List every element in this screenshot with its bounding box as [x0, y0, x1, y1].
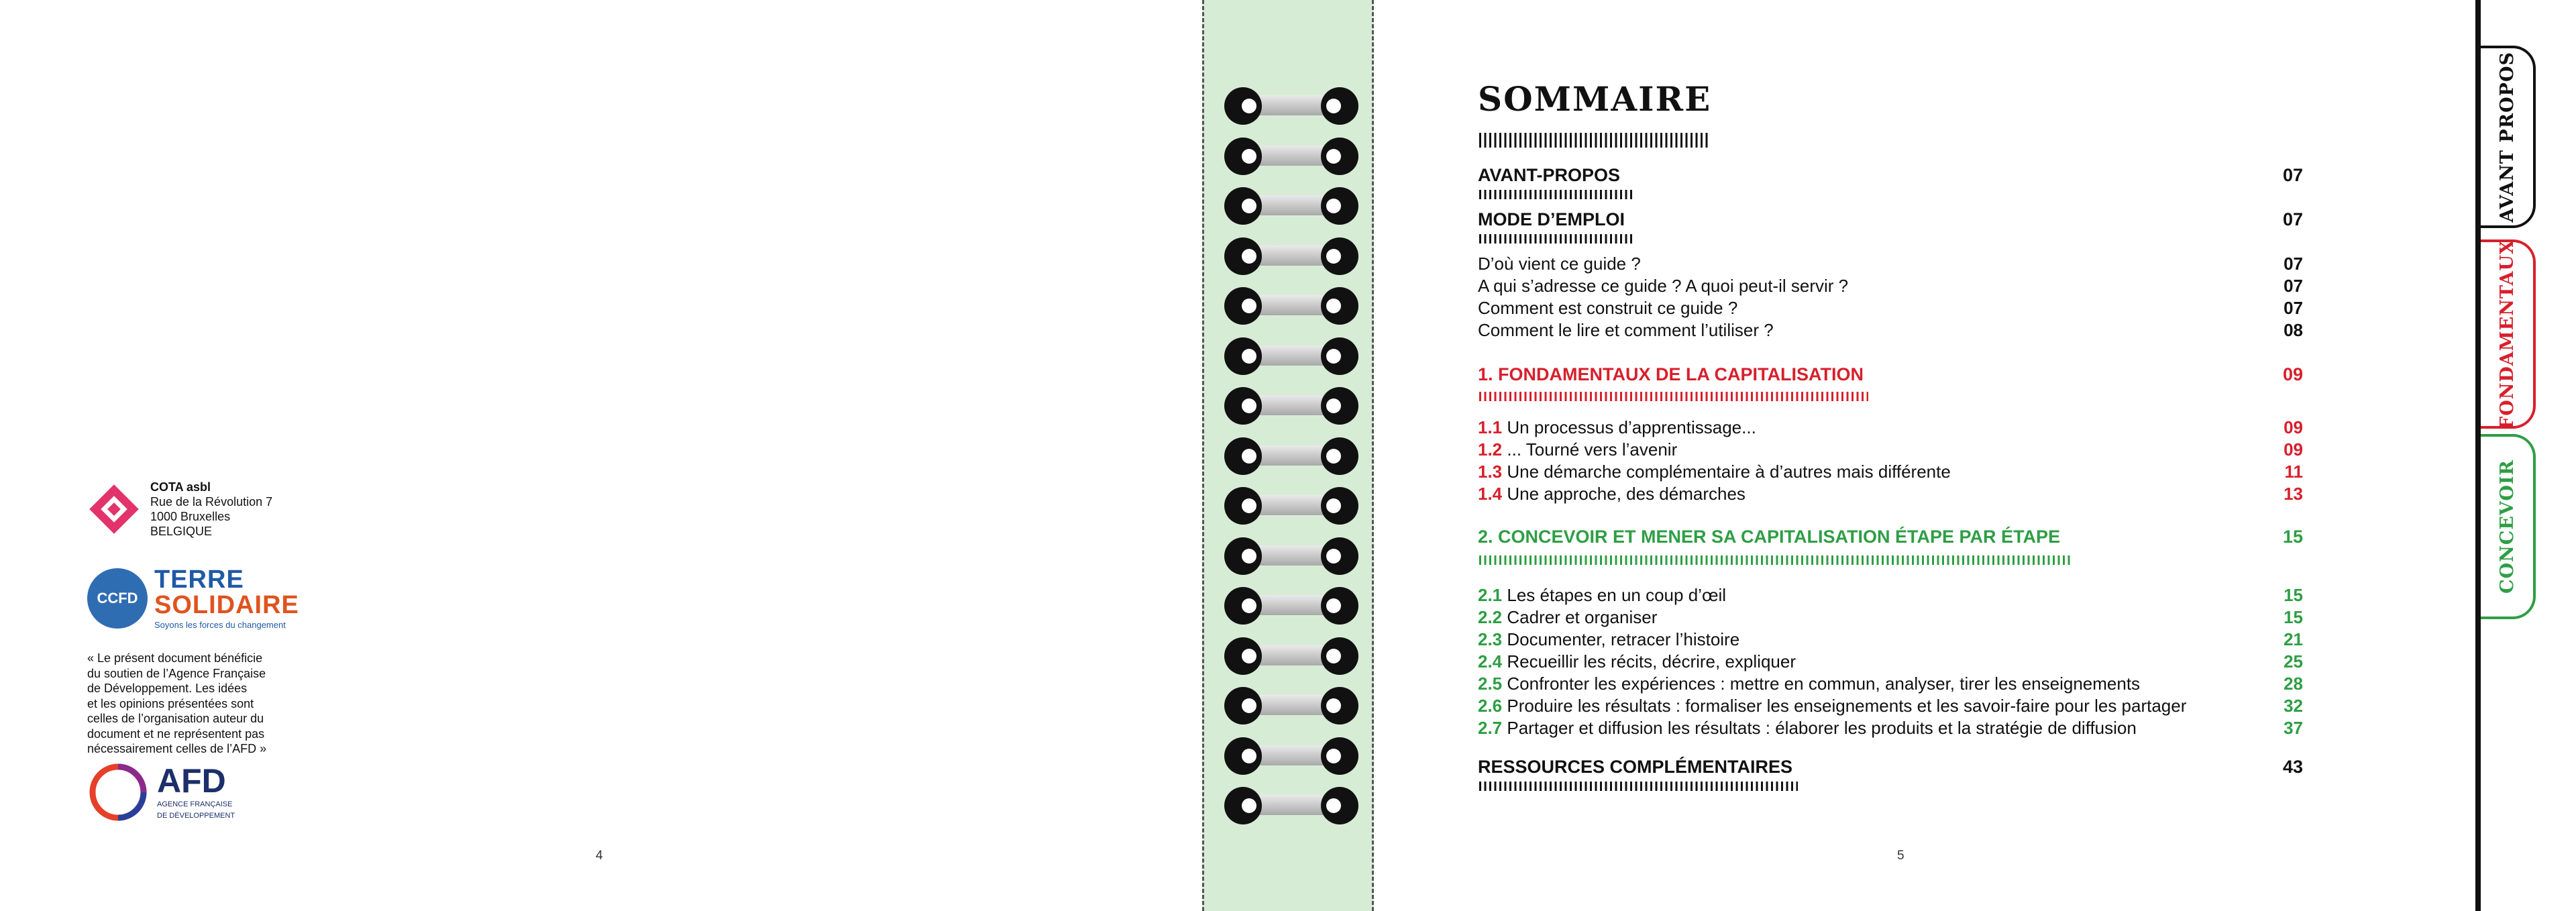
title-rule	[1479, 133, 1711, 148]
cota-country: BELGIQUE	[150, 525, 213, 538]
toc-section-1-item[interactable]: 1.4 Une approche, des démarches 13	[1478, 484, 2303, 504]
binding-ring-icon	[1224, 737, 1358, 775]
toc-section-2-item[interactable]: 2.1 Les étapes en un coup d’œil 15	[1478, 585, 2303, 605]
toc-section-2-item[interactable]: 2.5 Confronter les expériences : mettre en commun, analyser, tirer les enseignements 28	[1478, 674, 2303, 694]
cota-diamond-icon	[87, 482, 141, 536]
afd-name: AFD	[157, 762, 226, 800]
terre-tagline: Soyons les forces du changement	[154, 620, 286, 630]
tab-bar	[2475, 0, 2481, 911]
toc-section-2-item[interactable]: 2.3 Documenter, retracer l’histoire 21	[1478, 629, 2303, 649]
binding-ring-icon	[1224, 387, 1358, 425]
binding-ring-icon	[1224, 337, 1358, 375]
toc-mode-item[interactable]: A qui s’adresse ce guide ? A quoi peut-il servir ? 07	[1478, 276, 2303, 296]
section-1-rule	[1479, 392, 1868, 401]
section-2-rule	[1479, 555, 2073, 565]
toc-section-2-item[interactable]: 2.4 Recueillir les récits, décrire, expliquer 25	[1478, 651, 2303, 672]
toc-mode-item[interactable]: D’où vient ce guide ? 07	[1478, 254, 2303, 274]
toc-mode-item[interactable]: Comment le lire et comment l’utiliser ? 08	[1478, 320, 2303, 340]
binding-ring-icon	[1224, 87, 1358, 125]
toc-section-2[interactable]: 2. CONCEVOIR ET MENER SA CAPITALISATION ÉTAPE PAR ÉTAPE 15	[1478, 527, 2303, 547]
cota-logo	[87, 480, 272, 539]
tab-avant-propos[interactable]: AVANT PROPOS	[2481, 46, 2536, 228]
binding-ring-icon	[1224, 138, 1358, 175]
afd-ring-icon	[87, 761, 149, 823]
page-number-right: 5	[1897, 849, 1904, 863]
toc-mode-emploi[interactable]: MODE D’EMPLOI 07	[1478, 209, 2303, 229]
binding-ring-icon	[1224, 537, 1358, 575]
cota-address-1: Rue de la Révolution 7	[150, 495, 273, 508]
page-title: SOMMAIRE	[1478, 79, 1712, 119]
binding-ring-icon	[1224, 787, 1358, 824]
afd-sub-1: AGENCE FRANÇAISE	[157, 800, 233, 808]
toc-section-2-item[interactable]: 2.2 Cadrer et organiser 15	[1478, 607, 2303, 627]
toc-section-1-item[interactable]: 1.1 Un processus d’apprentissage... 09	[1478, 417, 2303, 437]
tab-fondamentaux[interactable]: FONDAMENTAUX	[2481, 239, 2536, 429]
binding-ring-icon	[1224, 237, 1358, 275]
binding-ring-icon	[1224, 437, 1358, 475]
toc-section-2-item[interactable]: 2.6 Produire les résultats : formaliser les enseignements et les savoir-faire pour les partager 32	[1478, 696, 2303, 716]
afd-sub-2: DE DÉVELOPPEMENT	[157, 812, 235, 820]
afd-disclaimer: « Le présent document bénéficie du soutien de l’Agence Française de Développement. Les idées et les opinions présentées sont celles de l’organisation auteur du document et ne représentent pas nécessairement celles de l’AFD »	[87, 651, 267, 755]
toc-section-2-item[interactable]: 2.7 Partager et diffusion les résultats : élaborer les produits et la stratégie de diffusion 37	[1478, 718, 2303, 738]
toc-mode-item[interactable]: Comment est construit ce guide ? 07	[1478, 298, 2303, 318]
binding-ring-icon	[1224, 687, 1358, 725]
cota-address-2: 1000 Bruxelles	[150, 510, 231, 523]
toc-section-1-item[interactable]: 1.3 Une démarche complémentaire à d’autres mais différente 11	[1478, 462, 2303, 482]
terre-word: TERRE	[154, 566, 244, 594]
toc-ressources[interactable]: RESSOURCES COMPLÉMENTAIRES 43	[1478, 757, 2303, 777]
cota-name: COTA asbl	[150, 480, 211, 494]
ressources-rule	[1479, 782, 1798, 791]
tab-concevoir[interactable]: CONCEVOIR	[2481, 434, 2536, 619]
binding-ring-icon	[1224, 187, 1358, 225]
binding-ring-icon	[1224, 587, 1358, 625]
toc-avant-propos[interactable]: AVANT-PROPOS 07	[1478, 165, 2303, 185]
toc-section-1[interactable]: 1. FONDAMENTAUX DE LA CAPITALISATION 09	[1478, 364, 2303, 384]
mode-emploi-rule	[1479, 234, 1633, 244]
binding-ring-icon	[1224, 637, 1358, 675]
binding-ring-icon	[1224, 287, 1358, 325]
avant-propos-rule	[1479, 190, 1633, 199]
page-number-left: 4	[596, 849, 603, 863]
terre-solidaire-logo	[87, 567, 299, 629]
toc-section-1-item[interactable]: 1.2 ... Tourné vers l’avenir 09	[1478, 439, 2303, 460]
ccfd-badge-icon: CCFD	[87, 568, 148, 629]
solidaire-word: SOLIDAIRE	[154, 591, 299, 619]
afd-logo	[87, 761, 235, 823]
binding-ring-icon	[1224, 487, 1358, 525]
